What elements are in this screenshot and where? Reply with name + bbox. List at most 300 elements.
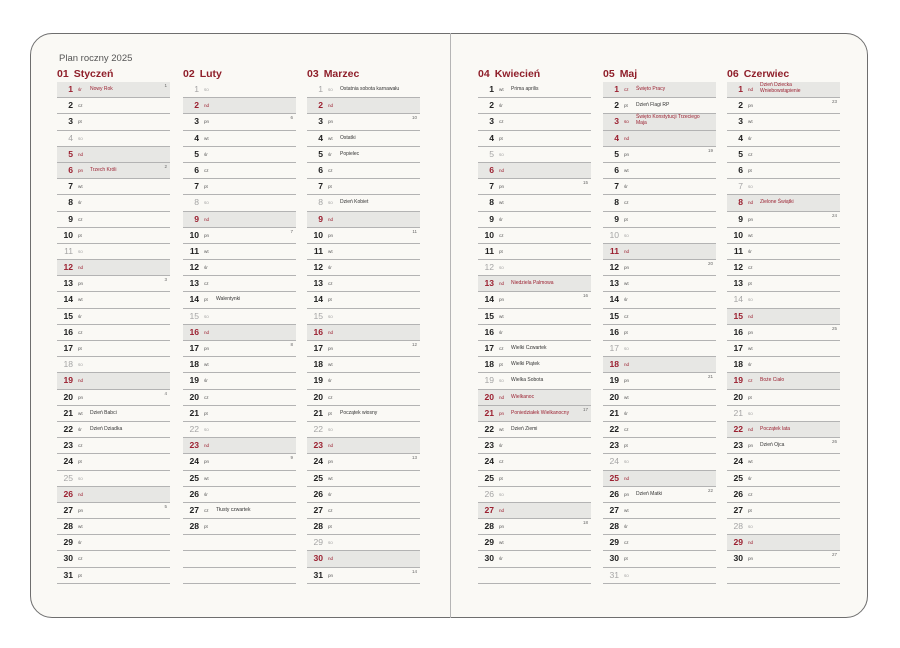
day-row[interactable] bbox=[727, 325, 840, 341]
weekday-abbr: nd bbox=[78, 491, 84, 497]
day-row[interactable] bbox=[307, 568, 420, 584]
day-number: 3 bbox=[68, 116, 73, 127]
day-number: 15 bbox=[189, 310, 199, 321]
day-row[interactable] bbox=[478, 535, 591, 551]
day-row[interactable] bbox=[307, 276, 420, 292]
day-row[interactable] bbox=[57, 98, 170, 114]
weekday-abbr: so bbox=[499, 378, 504, 384]
day-row[interactable] bbox=[57, 179, 170, 195]
day-number: 24 bbox=[733, 456, 743, 467]
day-number: 9 bbox=[614, 213, 619, 224]
day-row[interactable] bbox=[57, 503, 170, 519]
day-row[interactable] bbox=[478, 228, 591, 244]
day-number: 27 bbox=[733, 504, 743, 515]
day-number: 30 bbox=[63, 553, 73, 564]
weekday-abbr: nd bbox=[624, 248, 630, 254]
day-row[interactable] bbox=[183, 292, 296, 308]
day-row[interactable] bbox=[307, 114, 420, 130]
day-event: Wielka Sobota bbox=[511, 377, 544, 384]
day-row[interactable] bbox=[183, 260, 296, 276]
weekday-abbr: nd bbox=[624, 135, 630, 141]
day-row[interactable] bbox=[57, 195, 170, 211]
day-row[interactable] bbox=[478, 82, 591, 98]
weekday-abbr: cz bbox=[328, 394, 333, 400]
day-number: 21 bbox=[63, 407, 73, 418]
day-row[interactable] bbox=[727, 131, 840, 147]
day-row[interactable] bbox=[57, 373, 170, 389]
day-row[interactable] bbox=[307, 519, 420, 535]
day-number: 25 bbox=[313, 472, 323, 483]
weekday-abbr: pt bbox=[328, 524, 332, 530]
day-number: 9 bbox=[318, 213, 323, 224]
weekday-abbr: pn bbox=[78, 394, 84, 400]
day-row[interactable] bbox=[727, 212, 840, 228]
weekday-abbr: cz bbox=[78, 103, 83, 109]
day-row[interactable] bbox=[183, 503, 296, 519]
weekday-abbr: so bbox=[624, 459, 629, 465]
day-row[interactable] bbox=[57, 228, 170, 244]
weekday-abbr: pt bbox=[78, 346, 82, 351]
day-event: Popielec bbox=[340, 150, 360, 157]
day-row[interactable] bbox=[183, 406, 296, 422]
day-row[interactable] bbox=[307, 373, 420, 389]
day-row[interactable] bbox=[57, 114, 170, 130]
day-row[interactable] bbox=[307, 82, 420, 98]
day-row[interactable] bbox=[183, 163, 296, 179]
day-row[interactable] bbox=[727, 244, 840, 260]
weekday-abbr: śr bbox=[78, 200, 82, 206]
day-row[interactable] bbox=[727, 114, 840, 130]
weekday-abbr: pt bbox=[748, 394, 752, 400]
day-row[interactable] bbox=[183, 438, 296, 454]
day-row[interactable] bbox=[727, 163, 840, 179]
day-row[interactable] bbox=[727, 309, 840, 325]
day-row[interactable] bbox=[478, 292, 591, 308]
day-row[interactable] bbox=[603, 487, 716, 503]
weekday-abbr: cz bbox=[499, 232, 504, 238]
day-row[interactable] bbox=[478, 163, 591, 179]
day-row[interactable] bbox=[727, 357, 840, 373]
day-row[interactable] bbox=[183, 341, 296, 357]
day-number: 24 bbox=[313, 456, 323, 467]
day-number: 7 bbox=[614, 181, 619, 192]
day-row[interactable] bbox=[603, 114, 716, 130]
day-row[interactable] bbox=[478, 131, 591, 147]
day-row[interactable] bbox=[478, 325, 591, 341]
weekday-abbr: wt bbox=[328, 135, 333, 141]
day-row[interactable] bbox=[603, 228, 716, 244]
day-row[interactable] bbox=[478, 212, 591, 228]
day-number: 14 bbox=[609, 294, 619, 305]
day-row[interactable] bbox=[307, 179, 420, 195]
month-number: 02 bbox=[183, 68, 195, 80]
day-row[interactable] bbox=[57, 244, 170, 260]
day-row[interactable] bbox=[478, 551, 591, 567]
day-row[interactable] bbox=[727, 487, 840, 503]
day-event: Niedziela Palmowa bbox=[511, 280, 554, 287]
day-row[interactable] bbox=[307, 487, 420, 503]
day-row[interactable] bbox=[57, 309, 170, 325]
day-number: 4 bbox=[614, 132, 619, 143]
day-row[interactable] bbox=[57, 390, 170, 406]
day-row[interactable] bbox=[183, 422, 296, 438]
day-number: 6 bbox=[194, 164, 199, 175]
day-row[interactable] bbox=[183, 179, 296, 195]
day-row[interactable] bbox=[57, 535, 170, 551]
day-row[interactable] bbox=[307, 471, 420, 487]
day-row[interactable] bbox=[727, 503, 840, 519]
day-number: 3 bbox=[489, 116, 494, 127]
day-number: 15 bbox=[609, 310, 619, 321]
day-row[interactable] bbox=[307, 260, 420, 276]
day-row[interactable] bbox=[57, 82, 170, 98]
weekday-abbr: pt bbox=[204, 524, 208, 530]
weekday-abbr: wt bbox=[328, 362, 333, 368]
day-row[interactable] bbox=[603, 406, 716, 422]
week-number: 13 bbox=[411, 455, 417, 461]
weekday-abbr: nd bbox=[624, 475, 630, 481]
day-row[interactable] bbox=[603, 535, 716, 551]
weekday-abbr: pt bbox=[624, 216, 628, 222]
day-row[interactable] bbox=[183, 82, 296, 98]
month-name: Luty bbox=[199, 68, 222, 80]
day-row[interactable] bbox=[603, 568, 716, 584]
day-row[interactable] bbox=[307, 244, 420, 260]
day-row[interactable] bbox=[183, 357, 296, 373]
day-row[interactable] bbox=[57, 438, 170, 454]
day-number: 20 bbox=[63, 391, 73, 402]
day-row[interactable] bbox=[183, 244, 296, 260]
weekday-abbr: cz bbox=[624, 313, 629, 319]
day-row[interactable] bbox=[307, 98, 420, 114]
day-row[interactable] bbox=[727, 519, 840, 535]
day-row[interactable] bbox=[307, 438, 420, 454]
day-row[interactable] bbox=[307, 535, 420, 551]
weekday-abbr: pt bbox=[204, 410, 208, 416]
day-row[interactable] bbox=[57, 454, 170, 470]
day-row[interactable] bbox=[183, 276, 296, 292]
day-row[interactable] bbox=[478, 309, 591, 325]
day-number: 3 bbox=[318, 116, 323, 127]
day-row[interactable] bbox=[478, 260, 591, 276]
day-row[interactable] bbox=[307, 390, 420, 406]
day-row[interactable] bbox=[603, 373, 716, 389]
day-row[interactable] bbox=[307, 325, 420, 341]
day-row[interactable] bbox=[478, 341, 591, 357]
day-row[interactable] bbox=[307, 422, 420, 438]
day-row[interactable] bbox=[478, 179, 591, 195]
day-row[interactable] bbox=[727, 471, 840, 487]
weekday-abbr: pn bbox=[204, 119, 210, 125]
day-row[interactable] bbox=[727, 82, 840, 98]
weekday-abbr: pt bbox=[328, 297, 332, 303]
weekday-abbr: cz bbox=[748, 378, 753, 384]
day-row[interactable] bbox=[57, 357, 170, 373]
day-row[interactable] bbox=[603, 276, 716, 292]
day-row[interactable] bbox=[603, 244, 716, 260]
weekday-abbr: nd bbox=[748, 200, 754, 206]
day-row[interactable] bbox=[307, 131, 420, 147]
day-row[interactable] bbox=[727, 260, 840, 276]
weekday-abbr: pt bbox=[624, 556, 628, 562]
day-number: 11 bbox=[64, 245, 73, 256]
day-row[interactable] bbox=[307, 309, 420, 325]
day-row[interactable] bbox=[307, 292, 420, 308]
day-row[interactable] bbox=[57, 292, 170, 308]
day-row[interactable] bbox=[603, 212, 716, 228]
weekday-abbr: nd bbox=[748, 87, 754, 92]
day-number: 21 bbox=[609, 407, 619, 418]
day-row[interactable] bbox=[183, 454, 296, 470]
day-event: Dzień Babci bbox=[90, 409, 117, 416]
day-row[interactable] bbox=[603, 341, 716, 357]
day-row[interactable] bbox=[307, 212, 420, 228]
day-row[interactable] bbox=[307, 503, 420, 519]
day-row[interactable] bbox=[307, 228, 420, 244]
day-row[interactable] bbox=[603, 309, 716, 325]
day-row[interactable] bbox=[603, 503, 716, 519]
month-header bbox=[307, 66, 420, 82]
day-row[interactable] bbox=[603, 163, 716, 179]
day-list bbox=[603, 82, 716, 584]
day-row[interactable] bbox=[727, 406, 840, 422]
day-row[interactable] bbox=[727, 551, 840, 567]
day-row[interactable] bbox=[603, 82, 716, 98]
day-row[interactable] bbox=[603, 390, 716, 406]
weekday-abbr: so bbox=[499, 491, 504, 497]
day-row[interactable] bbox=[478, 438, 591, 454]
weekday-abbr: nd bbox=[78, 265, 84, 271]
weekday-abbr: pn bbox=[328, 119, 334, 125]
day-number: 18 bbox=[733, 359, 743, 370]
day-row bbox=[478, 568, 591, 584]
day-row[interactable] bbox=[727, 535, 840, 551]
day-row[interactable] bbox=[57, 212, 170, 228]
day-row[interactable] bbox=[57, 568, 170, 584]
day-row[interactable] bbox=[183, 114, 296, 130]
weekday-abbr: wt bbox=[748, 459, 753, 465]
weekday-abbr: cz bbox=[624, 540, 629, 546]
week-number: 7 bbox=[290, 228, 293, 234]
weekday-abbr: pn bbox=[499, 297, 505, 303]
day-row[interactable] bbox=[57, 422, 170, 438]
day-number: 5 bbox=[614, 148, 619, 159]
day-number: 12 bbox=[484, 262, 494, 273]
day-number: 28 bbox=[189, 521, 199, 532]
page-spine bbox=[450, 33, 451, 618]
weekday-abbr: wt bbox=[204, 135, 209, 141]
day-row[interactable] bbox=[183, 471, 296, 487]
weekday-abbr: wt bbox=[204, 248, 209, 254]
day-number: 19 bbox=[63, 375, 73, 386]
day-row[interactable] bbox=[603, 260, 716, 276]
day-row[interactable] bbox=[727, 341, 840, 357]
day-row[interactable] bbox=[478, 244, 591, 260]
day-row[interactable] bbox=[57, 471, 170, 487]
day-row[interactable] bbox=[478, 276, 591, 292]
day-number: 24 bbox=[609, 456, 619, 467]
day-number: 8 bbox=[68, 197, 73, 208]
day-row[interactable] bbox=[478, 406, 591, 422]
day-row[interactable] bbox=[183, 487, 296, 503]
day-row[interactable] bbox=[478, 487, 591, 503]
day-row[interactable] bbox=[183, 228, 296, 244]
week-number: 12 bbox=[411, 342, 417, 347]
day-row[interactable] bbox=[183, 131, 296, 147]
week-number: 11 bbox=[412, 228, 417, 234]
day-row[interactable] bbox=[57, 163, 170, 179]
day-row[interactable] bbox=[478, 114, 591, 130]
day-row[interactable] bbox=[307, 147, 420, 163]
day-row[interactable] bbox=[307, 454, 420, 470]
day-number: 9 bbox=[194, 213, 199, 224]
day-row[interactable] bbox=[727, 147, 840, 163]
day-row[interactable] bbox=[727, 195, 840, 211]
day-row[interactable] bbox=[183, 147, 296, 163]
day-row[interactable] bbox=[307, 341, 420, 357]
day-row[interactable] bbox=[727, 454, 840, 470]
day-row[interactable] bbox=[478, 390, 591, 406]
week-number: 8 bbox=[290, 342, 293, 347]
day-row[interactable] bbox=[727, 390, 840, 406]
day-row[interactable] bbox=[603, 519, 716, 535]
day-row[interactable] bbox=[183, 390, 296, 406]
day-number: 21 bbox=[189, 407, 199, 418]
month-column bbox=[57, 66, 170, 584]
day-number: 28 bbox=[484, 521, 494, 532]
day-event: Początek lata bbox=[760, 425, 791, 432]
day-row[interactable] bbox=[478, 147, 591, 163]
day-row[interactable] bbox=[603, 471, 716, 487]
day-row[interactable] bbox=[478, 357, 591, 373]
day-row[interactable] bbox=[603, 179, 716, 195]
day-row[interactable] bbox=[727, 179, 840, 195]
day-row[interactable] bbox=[478, 519, 591, 535]
day-row[interactable] bbox=[307, 357, 420, 373]
day-row[interactable] bbox=[603, 422, 716, 438]
day-row[interactable] bbox=[183, 212, 296, 228]
day-row[interactable] bbox=[57, 276, 170, 292]
weekday-abbr: pn bbox=[499, 184, 505, 190]
day-number: 30 bbox=[733, 553, 743, 564]
day-row[interactable] bbox=[478, 454, 591, 470]
day-row[interactable] bbox=[478, 422, 591, 438]
day-row[interactable] bbox=[603, 438, 716, 454]
day-number: 1 bbox=[194, 84, 199, 94]
weekday-abbr: wt bbox=[78, 410, 83, 416]
day-row[interactable] bbox=[603, 454, 716, 470]
weekday-abbr: cz bbox=[328, 281, 333, 287]
weekday-abbr: wt bbox=[204, 362, 209, 368]
day-row[interactable] bbox=[57, 519, 170, 535]
week-number: 2 bbox=[164, 163, 167, 169]
day-row[interactable] bbox=[57, 487, 170, 503]
weekday-abbr: pt bbox=[78, 459, 82, 465]
weekday-abbr: pn bbox=[748, 556, 754, 562]
day-row[interactable] bbox=[478, 98, 591, 114]
day-number: 1 bbox=[318, 84, 323, 94]
day-number: 26 bbox=[733, 488, 743, 499]
day-row[interactable] bbox=[478, 195, 591, 211]
day-row[interactable] bbox=[478, 373, 591, 389]
day-row[interactable] bbox=[603, 98, 716, 114]
day-row[interactable] bbox=[603, 147, 716, 163]
day-row[interactable] bbox=[57, 131, 170, 147]
day-number: 10 bbox=[484, 229, 494, 240]
month-header bbox=[57, 66, 170, 82]
day-row[interactable] bbox=[478, 471, 591, 487]
day-row[interactable] bbox=[727, 276, 840, 292]
day-number: 1 bbox=[738, 84, 743, 94]
day-row[interactable] bbox=[727, 98, 840, 114]
day-number: 26 bbox=[63, 488, 73, 499]
day-row[interactable] bbox=[307, 195, 420, 211]
day-number: 30 bbox=[313, 553, 323, 564]
day-row[interactable] bbox=[603, 292, 716, 308]
day-number: 17 bbox=[313, 343, 323, 353]
day-row[interactable] bbox=[183, 309, 296, 325]
day-number: 15 bbox=[484, 310, 494, 321]
day-row[interactable] bbox=[727, 373, 840, 389]
weekday-abbr: śr bbox=[499, 556, 503, 562]
weekday-abbr: wt bbox=[624, 281, 629, 287]
day-row[interactable] bbox=[183, 325, 296, 341]
day-row[interactable] bbox=[307, 163, 420, 179]
day-row[interactable] bbox=[603, 131, 716, 147]
week-number: 9 bbox=[290, 455, 293, 461]
day-row[interactable] bbox=[307, 551, 420, 567]
day-row[interactable] bbox=[183, 98, 296, 114]
weekday-abbr: śr bbox=[78, 313, 82, 319]
day-row[interactable] bbox=[603, 357, 716, 373]
day-number: 19 bbox=[733, 375, 743, 386]
weekday-abbr: śr bbox=[624, 297, 628, 303]
day-row[interactable] bbox=[727, 438, 840, 454]
day-number: 18 bbox=[189, 359, 199, 370]
month-column bbox=[727, 66, 840, 584]
day-row[interactable] bbox=[57, 325, 170, 341]
weekday-abbr: śr bbox=[748, 362, 752, 368]
day-number: 20 bbox=[733, 391, 743, 402]
day-row[interactable] bbox=[727, 422, 840, 438]
day-row[interactable] bbox=[478, 503, 591, 519]
day-row[interactable] bbox=[57, 341, 170, 357]
day-row[interactable] bbox=[57, 551, 170, 567]
day-row[interactable] bbox=[183, 519, 296, 535]
day-number: 9 bbox=[68, 213, 73, 224]
day-number: 23 bbox=[609, 440, 619, 451]
day-row[interactable] bbox=[603, 551, 716, 567]
day-row[interactable] bbox=[727, 292, 840, 308]
weekday-abbr: śr bbox=[204, 491, 208, 497]
day-number: 8 bbox=[614, 197, 619, 208]
day-row[interactable] bbox=[603, 195, 716, 211]
day-row[interactable] bbox=[603, 325, 716, 341]
day-row[interactable] bbox=[727, 228, 840, 244]
day-row[interactable] bbox=[57, 147, 170, 163]
day-number: 19 bbox=[609, 375, 619, 386]
day-number: 17 bbox=[609, 343, 619, 353]
weekday-abbr: cz bbox=[624, 87, 629, 92]
weekday-abbr: pn bbox=[624, 151, 630, 157]
day-row[interactable] bbox=[57, 260, 170, 276]
day-row[interactable] bbox=[307, 406, 420, 422]
weekday-abbr: nd bbox=[204, 103, 210, 109]
day-row[interactable] bbox=[183, 195, 296, 211]
day-row[interactable] bbox=[57, 406, 170, 422]
day-number: 13 bbox=[189, 278, 199, 289]
day-row[interactable] bbox=[183, 373, 296, 389]
